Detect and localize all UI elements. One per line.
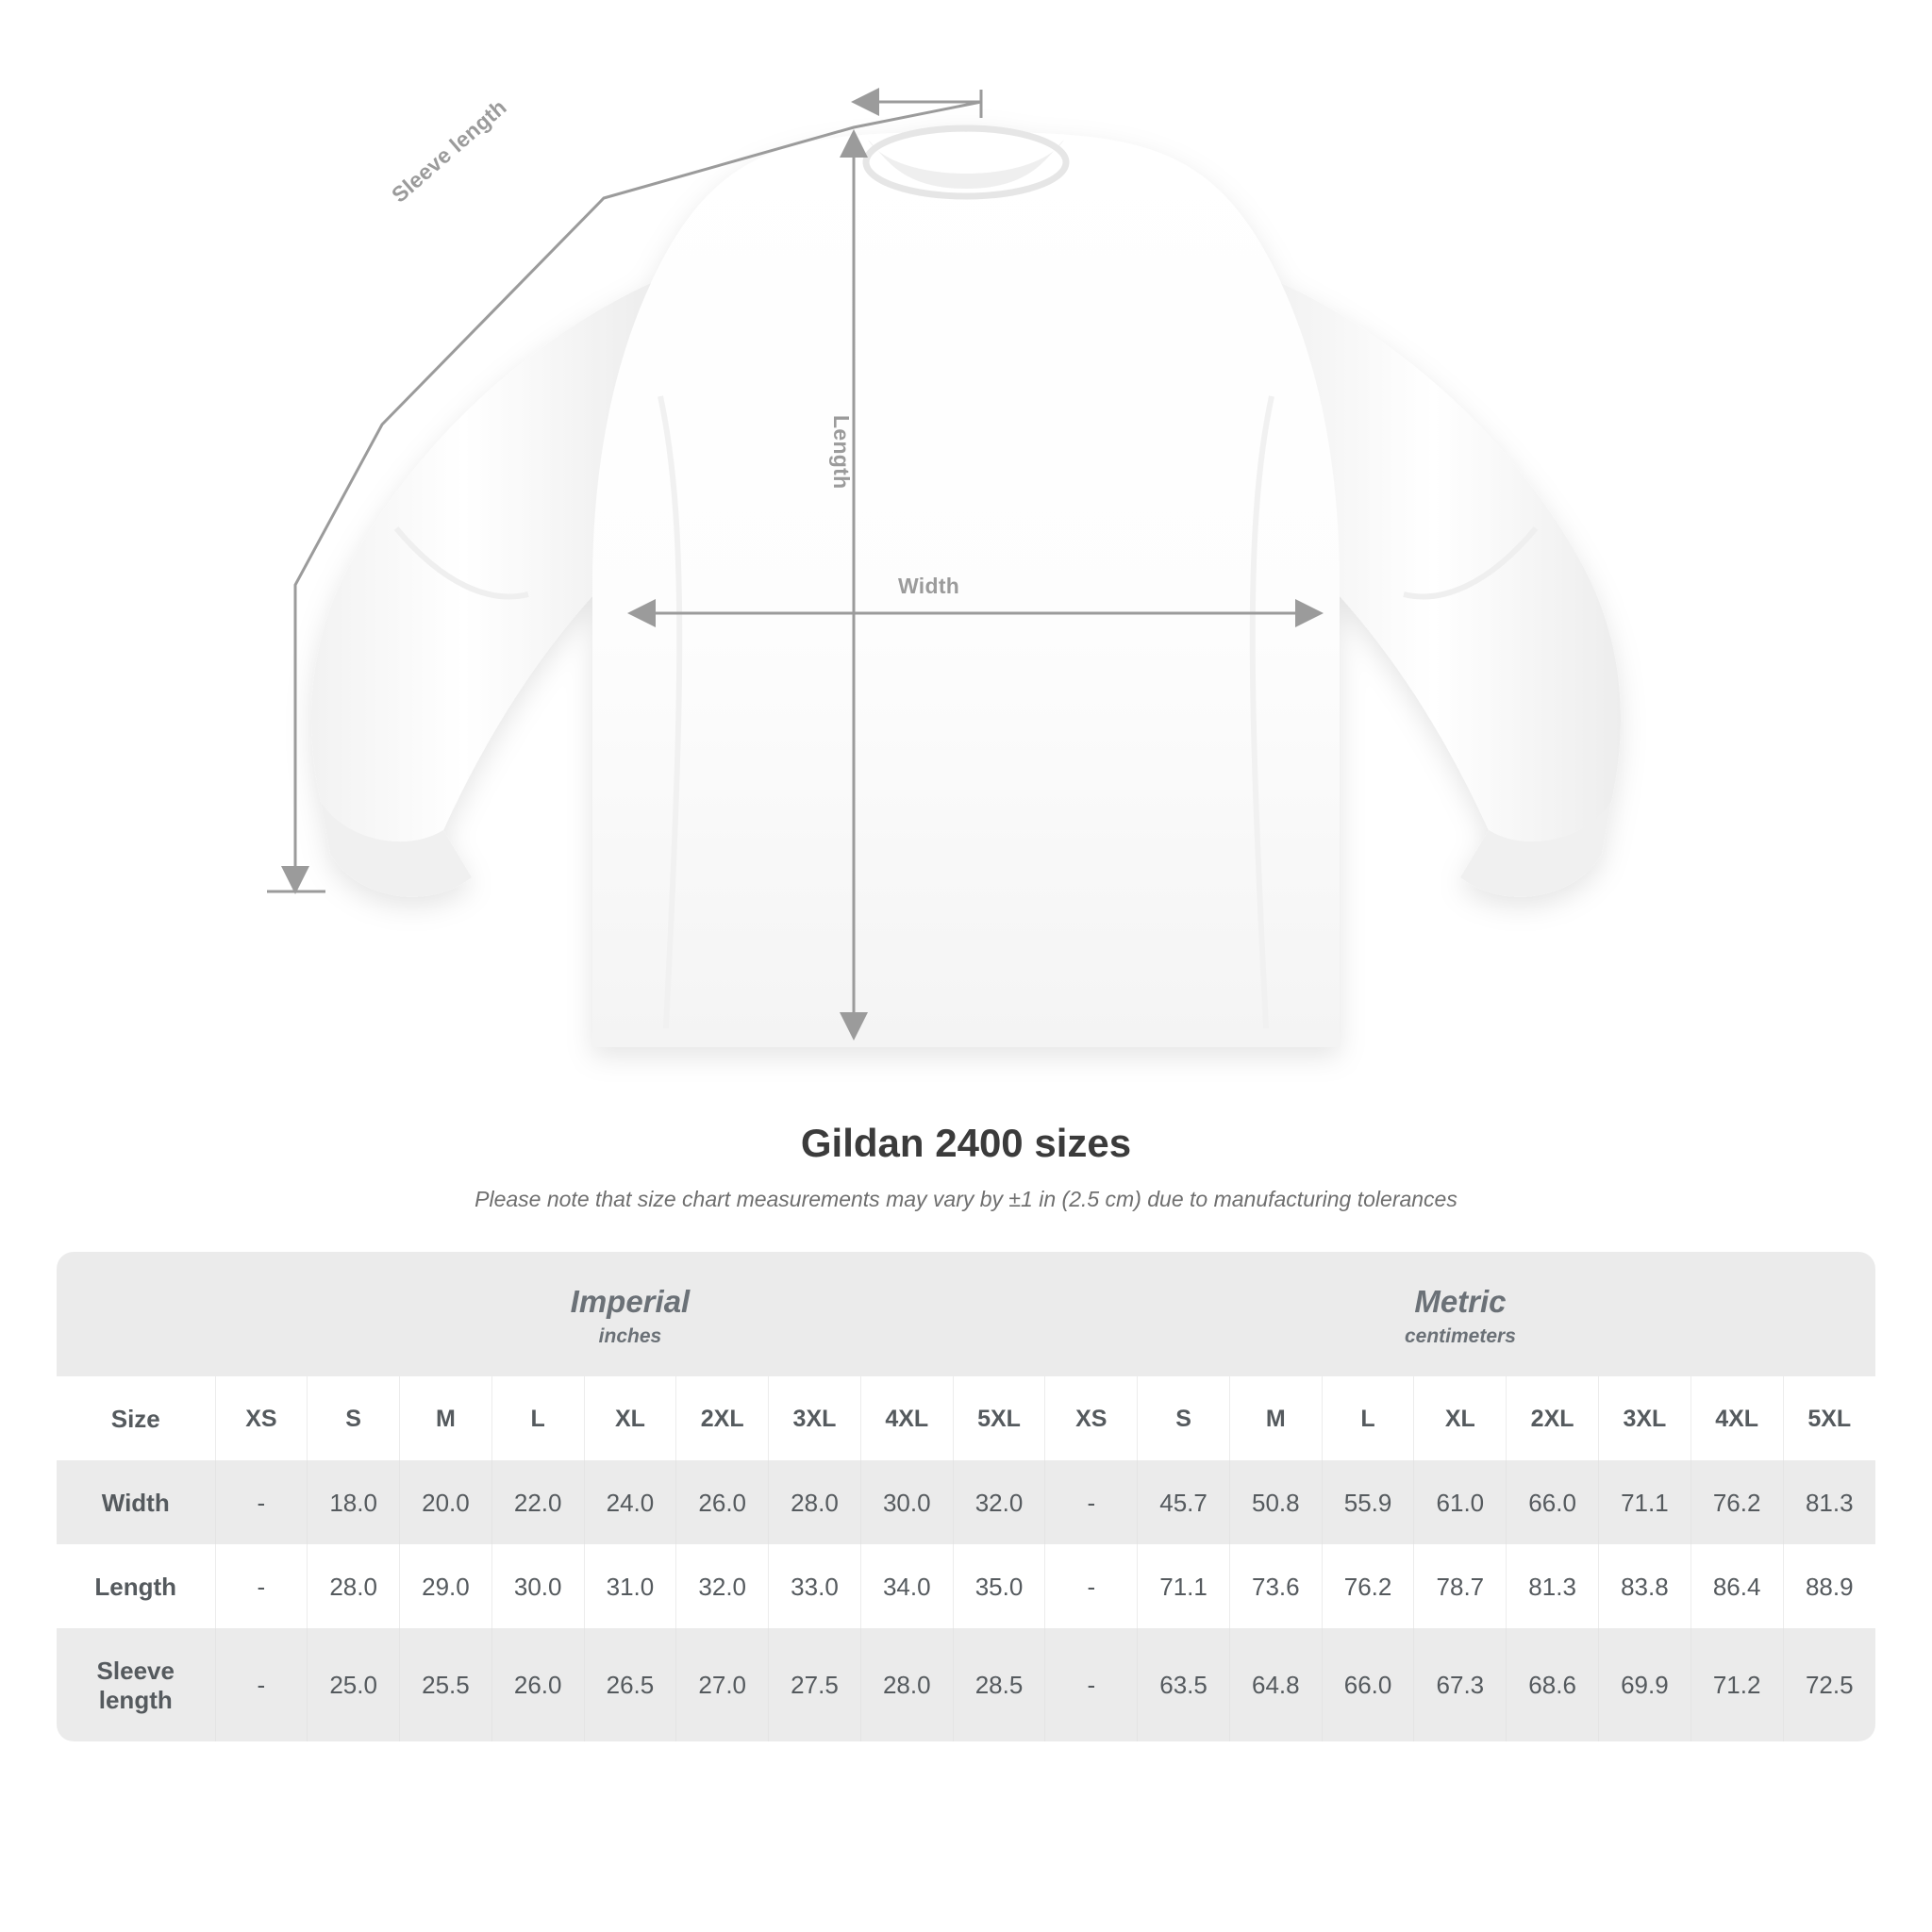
page-title: Gildan 2400 sizes	[800, 1121, 1132, 1165]
table-cell: 68.6	[1507, 1628, 1599, 1741]
table-cell: 76.2	[1690, 1460, 1783, 1544]
table-cell: 28.0	[308, 1544, 400, 1628]
table-cell: 33.0	[769, 1544, 861, 1628]
size-header-cell: 5XL	[953, 1376, 1045, 1460]
table-cell: 83.8	[1598, 1544, 1690, 1628]
size-header-cell: L	[491, 1376, 584, 1460]
table-cell: 61.0	[1414, 1460, 1507, 1544]
chart-title-block	[0, 1121, 1932, 1212]
table-cell: 18.0	[308, 1460, 400, 1544]
unit-name-metric: Metric	[1414, 1284, 1507, 1319]
table-cell: 27.0	[676, 1628, 769, 1741]
unit-sub-imperial: inches	[598, 1324, 662, 1347]
table-row	[57, 1628, 1875, 1741]
size-header-cell: XL	[584, 1376, 676, 1460]
unit-header-row	[57, 1252, 1875, 1376]
size-header-cell: XS	[215, 1376, 308, 1460]
table-cell: 71.2	[1690, 1628, 1783, 1741]
table-cell: 22.0	[491, 1460, 584, 1544]
table-cell: -	[215, 1628, 308, 1741]
size-table	[57, 1252, 1875, 1741]
table-cell: 28.5	[953, 1628, 1045, 1741]
table-cell: 32.0	[676, 1544, 769, 1628]
size-header-cell: 2XL	[1507, 1376, 1599, 1460]
table-cell: 27.5	[769, 1628, 861, 1741]
table-cell: 72.5	[1783, 1628, 1875, 1741]
table-cell: 64.8	[1229, 1628, 1322, 1741]
row-label-length: Length	[57, 1544, 215, 1628]
page-subtitle: Please note that size chart measurements may vary by ±1 in (2.5 cm) due to manufacturing tolerances	[475, 1187, 1457, 1211]
table-cell: 86.4	[1690, 1544, 1783, 1628]
table-cell: 63.5	[1138, 1628, 1230, 1741]
table-cell: 81.3	[1783, 1460, 1875, 1544]
table-cell: -	[1045, 1628, 1138, 1741]
table-cell: 71.1	[1598, 1460, 1690, 1544]
size-header-cell: 5XL	[1783, 1376, 1875, 1460]
table-cell: 67.3	[1414, 1628, 1507, 1741]
unit-header-imperial	[215, 1252, 1045, 1376]
unit-header-spacer	[57, 1252, 215, 1376]
table-cell: 66.0	[1507, 1460, 1599, 1544]
size-header-cell: S	[1138, 1376, 1230, 1460]
size-header-cell: 2XL	[676, 1376, 769, 1460]
table-cell: -	[215, 1460, 308, 1544]
size-header-cell: S	[308, 1376, 400, 1460]
table-cell: 28.0	[860, 1628, 953, 1741]
size-column-header: Size	[57, 1376, 215, 1460]
size-header-cell: XL	[1414, 1376, 1507, 1460]
table-cell: -	[1045, 1544, 1138, 1628]
table-cell: 25.0	[308, 1628, 400, 1741]
table-cell: 76.2	[1322, 1544, 1414, 1628]
table-cell: 26.0	[676, 1460, 769, 1544]
length-dimension-label: Length	[829, 415, 854, 490]
size-header-cell: 4XL	[1690, 1376, 1783, 1460]
row-label-width: Width	[57, 1460, 215, 1544]
table-cell: 30.0	[860, 1460, 953, 1544]
table-cell: 32.0	[953, 1460, 1045, 1544]
table-row	[57, 1544, 1875, 1628]
table-cell: 34.0	[860, 1544, 953, 1628]
table-cell: 31.0	[584, 1544, 676, 1628]
table-cell: 71.1	[1138, 1544, 1230, 1628]
unit-name-imperial: Imperial	[570, 1284, 691, 1319]
table-cell: 35.0	[953, 1544, 1045, 1628]
row-label-sleeve-length: Sleeve length	[57, 1628, 215, 1741]
table-cell: 69.9	[1598, 1628, 1690, 1741]
size-header-row	[57, 1376, 1875, 1460]
size-header-cell: 3XL	[1598, 1376, 1690, 1460]
table-cell: 55.9	[1322, 1460, 1414, 1544]
size-header-cell: 3XL	[769, 1376, 861, 1460]
size-header-cell: XS	[1045, 1376, 1138, 1460]
unit-sub-metric: centimeters	[1405, 1324, 1516, 1347]
table-cell: 25.5	[400, 1628, 492, 1741]
table-cell: 29.0	[400, 1544, 492, 1628]
table-cell: 50.8	[1229, 1460, 1322, 1544]
size-table-container	[57, 1252, 1875, 1741]
table-row	[57, 1460, 1875, 1544]
table-cell: 81.3	[1507, 1544, 1599, 1628]
table-cell: 73.6	[1229, 1544, 1322, 1628]
table-cell: 28.0	[769, 1460, 861, 1544]
size-header-cell: L	[1322, 1376, 1414, 1460]
size-header-cell: M	[1229, 1376, 1322, 1460]
table-cell: 20.0	[400, 1460, 492, 1544]
sleeve-length-dimension-label: Sleeve length	[387, 94, 511, 208]
width-dimension-label: Width	[898, 574, 960, 598]
table-cell: 88.9	[1783, 1544, 1875, 1628]
table-cell: 45.7	[1138, 1460, 1230, 1544]
size-header-cell: 4XL	[860, 1376, 953, 1460]
table-cell: -	[215, 1544, 308, 1628]
size-header-cell: M	[400, 1376, 492, 1460]
table-cell: -	[1045, 1460, 1138, 1544]
table-cell: 66.0	[1322, 1628, 1414, 1741]
table-cell: 78.7	[1414, 1544, 1507, 1628]
table-cell: 26.0	[491, 1628, 584, 1741]
unit-header-metric	[1045, 1252, 1875, 1376]
table-cell: 30.0	[491, 1544, 584, 1628]
table-cell: 26.5	[584, 1628, 676, 1741]
table-cell: 24.0	[584, 1460, 676, 1544]
